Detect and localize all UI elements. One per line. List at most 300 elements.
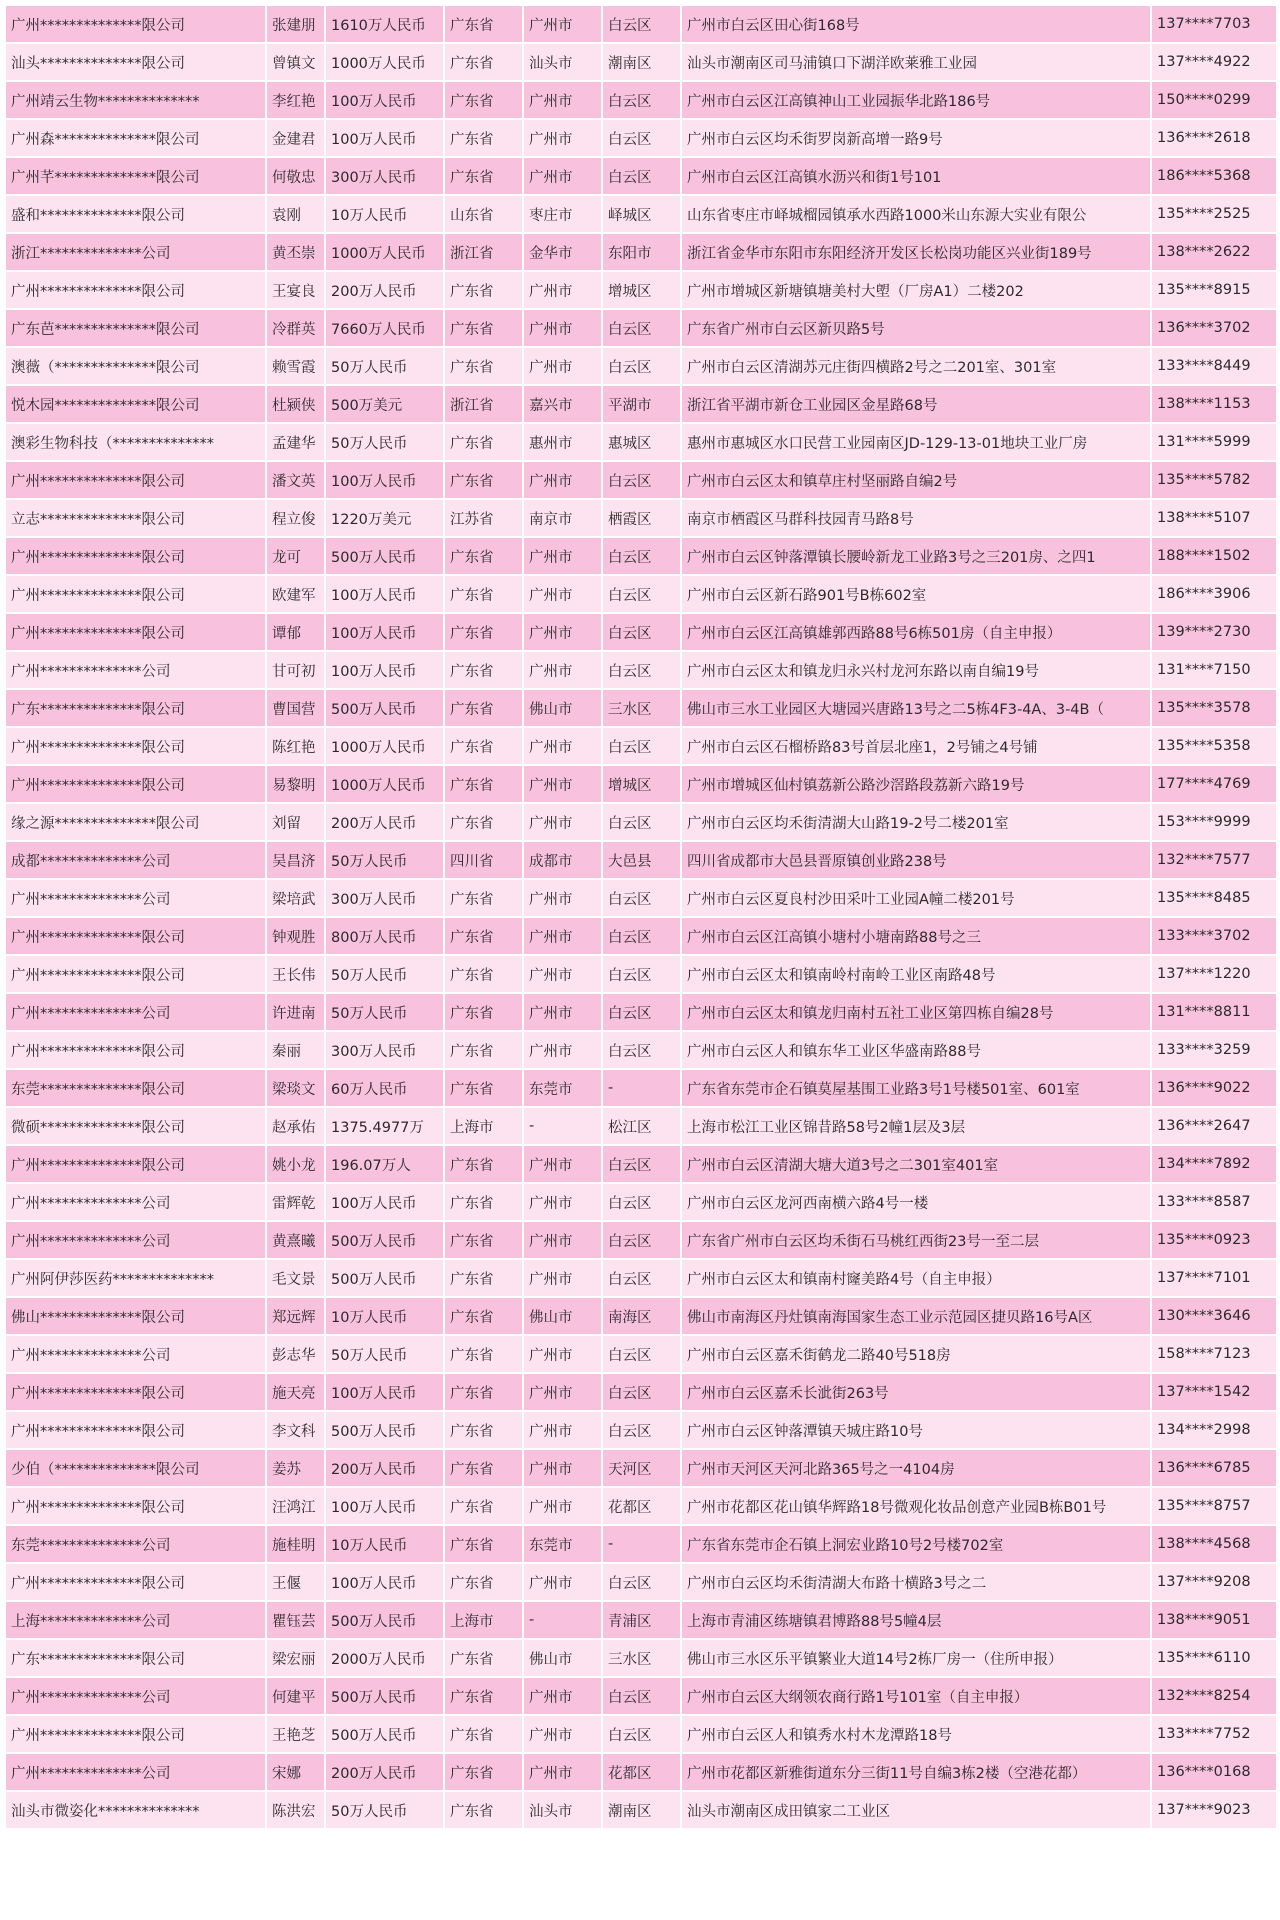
city-cell: 广州市 <box>524 158 601 194</box>
legal-rep-cell: 曹国营 <box>267 690 324 726</box>
capital-cell: 200万人民币 <box>326 1450 443 1486</box>
legal-rep-cell: 赖雪霞 <box>267 348 324 384</box>
city-cell: 汕头市 <box>524 1792 601 1828</box>
phone-cell: 132****7577 <box>1152 842 1276 878</box>
address-cell: 广州市白云区江高镇水沥兴和街1号101 <box>682 158 1150 194</box>
company-name-cell: 悦木园**************限公司 <box>6 386 265 422</box>
table-row <box>6 82 1276 118</box>
phone-cell: 138****9051 <box>1152 1602 1276 1638</box>
city-cell: 佛山市 <box>524 1640 601 1676</box>
company-name-cell: 广州**************限公司 <box>6 272 265 308</box>
province-cell: 广东省 <box>445 1792 522 1828</box>
city-cell: 金华市 <box>524 234 601 270</box>
table-row <box>6 576 1276 612</box>
company-name-cell: 广州**************限公司 <box>6 6 265 42</box>
district-cell: 增城区 <box>603 766 680 802</box>
address-cell: 广州市增城区仙村镇荔新公路沙滘路段荔新六路19号 <box>682 766 1150 802</box>
phone-cell: 135****5358 <box>1152 728 1276 764</box>
district-cell: 南海区 <box>603 1298 680 1334</box>
phone-cell: 186****3906 <box>1152 576 1276 612</box>
legal-rep-cell: 潘文英 <box>267 462 324 498</box>
capital-cell: 100万人民币 <box>326 614 443 650</box>
province-cell: 山东省 <box>445 196 522 232</box>
district-cell: 三水区 <box>603 1640 680 1676</box>
capital-cell: 500万人民币 <box>326 1678 443 1714</box>
province-cell: 广东省 <box>445 1412 522 1448</box>
province-cell: 广东省 <box>445 462 522 498</box>
city-cell: 广州市 <box>524 1564 601 1600</box>
company-name-cell: 汕头**************限公司 <box>6 44 265 80</box>
city-cell: 广州市 <box>524 82 601 118</box>
address-cell: 广州市白云区太和镇龙归永兴村龙河东路以南自编19号 <box>682 652 1150 688</box>
city-cell: 南京市 <box>524 500 601 536</box>
capital-cell: 1220万美元 <box>326 500 443 536</box>
address-cell: 广州市白云区太和镇南岭村南岭工业区南路48号 <box>682 956 1150 992</box>
province-cell: 广东省 <box>445 1526 522 1562</box>
address-cell: 广州市白云区嘉禾长泚街263号 <box>682 1374 1150 1410</box>
district-cell: 天河区 <box>603 1450 680 1486</box>
city-cell: 广州市 <box>524 1716 601 1752</box>
capital-cell: 1000万人民币 <box>326 728 443 764</box>
company-name-cell: 广州**************公司 <box>6 994 265 1030</box>
capital-cell: 300万人民币 <box>326 880 443 916</box>
table-row <box>6 842 1276 878</box>
legal-rep-cell: 欧建军 <box>267 576 324 612</box>
legal-rep-cell: 王偃 <box>267 1564 324 1600</box>
capital-cell: 100万人民币 <box>326 120 443 156</box>
legal-rep-cell: 施天亮 <box>267 1374 324 1410</box>
legal-rep-cell: 姚小龙 <box>267 1146 324 1182</box>
district-cell: 白云区 <box>603 120 680 156</box>
legal-rep-cell: 甘可初 <box>267 652 324 688</box>
province-cell: 广东省 <box>445 576 522 612</box>
phone-cell: 135****8485 <box>1152 880 1276 916</box>
city-cell: 佛山市 <box>524 1298 601 1334</box>
city-cell: 广州市 <box>524 1184 601 1220</box>
district-cell: 白云区 <box>603 1716 680 1752</box>
table-row <box>6 538 1276 574</box>
address-cell: 广州市白云区石榴桥路83号首层北座1，2号铺之4号铺 <box>682 728 1150 764</box>
table-row <box>6 1754 1276 1790</box>
phone-cell: 136****3702 <box>1152 310 1276 346</box>
company-name-cell: 立志**************限公司 <box>6 500 265 536</box>
province-cell: 广东省 <box>445 1640 522 1676</box>
district-cell: 白云区 <box>603 1564 680 1600</box>
phone-cell: 134****2998 <box>1152 1412 1276 1448</box>
address-cell: 惠州市惠城区水口民营工业园南区JD-129-13-01地块工业厂房 <box>682 424 1150 460</box>
address-cell: 广州市花都区新雅街道东分三街11号自编3栋2楼（空港花都） <box>682 1754 1150 1790</box>
phone-cell: 135****5782 <box>1152 462 1276 498</box>
table-row <box>6 614 1276 650</box>
province-cell: 广东省 <box>445 120 522 156</box>
phone-cell: 133****7752 <box>1152 1716 1276 1752</box>
table-row <box>6 1336 1276 1372</box>
district-cell: 花都区 <box>603 1754 680 1790</box>
city-cell: 广州市 <box>524 1488 601 1524</box>
legal-rep-cell: 何建平 <box>267 1678 324 1714</box>
district-cell: 白云区 <box>603 880 680 916</box>
district-cell: 白云区 <box>603 918 680 954</box>
capital-cell: 100万人民币 <box>326 1184 443 1220</box>
phone-cell: 137****4922 <box>1152 44 1276 80</box>
table-row <box>6 956 1276 992</box>
district-cell: 白云区 <box>603 462 680 498</box>
phone-cell: 186****5368 <box>1152 158 1276 194</box>
city-cell: 广州市 <box>524 538 601 574</box>
province-cell: 广东省 <box>445 1374 522 1410</box>
district-cell: 三水区 <box>603 690 680 726</box>
city-cell: 广州市 <box>524 6 601 42</box>
company-name-cell: 广州**************限公司 <box>6 1146 265 1182</box>
address-cell: 广州市增城区新塘镇塘美村大塱（厂房A1）二楼202 <box>682 272 1150 308</box>
table-row <box>6 1564 1276 1600</box>
district-cell: 白云区 <box>603 956 680 992</box>
company-name-cell: 广州靖云生物************** <box>6 82 265 118</box>
legal-rep-cell: 李红艳 <box>267 82 324 118</box>
address-cell: 佛山市南海区丹灶镇南海国家生态工业示范园区捷贝路16号A区 <box>682 1298 1150 1334</box>
address-cell: 广州市白云区嘉禾街鹤龙二路40号518房 <box>682 1336 1150 1372</box>
address-cell: 广州市白云区钟落潭镇长腰岭新龙工业路3号之三201房、之四1 <box>682 538 1150 574</box>
phone-cell: 133****8587 <box>1152 1184 1276 1220</box>
address-cell: 广州市白云区清湖大塘大道3号之二301室401室 <box>682 1146 1150 1182</box>
company-name-cell: 东莞**************公司 <box>6 1526 265 1562</box>
company-name-cell: 微硕**************限公司 <box>6 1108 265 1144</box>
table-row <box>6 1412 1276 1448</box>
legal-rep-cell: 李文科 <box>267 1412 324 1448</box>
capital-cell: 1000万人民币 <box>326 44 443 80</box>
table-row <box>6 1450 1276 1486</box>
province-cell: 广东省 <box>445 1184 522 1220</box>
address-cell: 广州市白云区太和镇南村窿美路4号（自主申报） <box>682 1260 1150 1296</box>
province-cell: 广东省 <box>445 424 522 460</box>
address-cell: 广州市白云区夏良村沙田采叶工业园A幢二楼201号 <box>682 880 1150 916</box>
company-name-cell: 浙江**************公司 <box>6 234 265 270</box>
table-row <box>6 462 1276 498</box>
capital-cell: 50万人民币 <box>326 994 443 1030</box>
company-name-cell: 澳薇（**************限公司 <box>6 348 265 384</box>
company-name-cell: 广州**************公司 <box>6 880 265 916</box>
address-cell: 佛山市三水工业园区大塘园兴唐路13号之二5栋4F3-4A、3-4B（ <box>682 690 1150 726</box>
company-name-cell: 广州**************限公司 <box>6 1564 265 1600</box>
company-name-cell: 广东**************限公司 <box>6 690 265 726</box>
phone-cell: 133****3259 <box>1152 1032 1276 1068</box>
capital-cell: 1000万人民币 <box>326 234 443 270</box>
district-cell: 大邑县 <box>603 842 680 878</box>
city-cell: 广州市 <box>524 918 601 954</box>
city-cell: - <box>524 1602 601 1638</box>
province-cell: 上海市 <box>445 1602 522 1638</box>
phone-cell: 136****0168 <box>1152 1754 1276 1790</box>
district-cell: 栖霞区 <box>603 500 680 536</box>
city-cell: 东莞市 <box>524 1070 601 1106</box>
city-cell: 广州市 <box>524 310 601 346</box>
city-cell: 广州市 <box>524 1374 601 1410</box>
city-cell: 汕头市 <box>524 44 601 80</box>
city-cell: 广州市 <box>524 348 601 384</box>
address-cell: 广州市白云区太和镇草庄村坚丽路自编2号 <box>682 462 1150 498</box>
address-cell: 广州市花都区花山镇华辉路18号微观化妆品创意产业园B栋B01号 <box>682 1488 1150 1524</box>
address-cell: 广州市白云区清湖苏元庄街四横路2号之二201室、301室 <box>682 348 1150 384</box>
district-cell: 白云区 <box>603 652 680 688</box>
legal-rep-cell: 陈洪宏 <box>267 1792 324 1828</box>
legal-rep-cell: 陈红艳 <box>267 728 324 764</box>
city-cell: 广州市 <box>524 462 601 498</box>
legal-rep-cell: 黄丕崇 <box>267 234 324 270</box>
district-cell: 白云区 <box>603 1374 680 1410</box>
capital-cell: 200万人民币 <box>326 1754 443 1790</box>
capital-cell: 500万美元 <box>326 386 443 422</box>
province-cell: 广东省 <box>445 1450 522 1486</box>
district-cell: 白云区 <box>603 1678 680 1714</box>
city-cell: 广州市 <box>524 766 601 802</box>
city-cell: 枣庄市 <box>524 196 601 232</box>
legal-rep-cell: 冷群英 <box>267 310 324 346</box>
table-row <box>6 272 1276 308</box>
company-name-cell: 缘之源**************限公司 <box>6 804 265 840</box>
legal-rep-cell: 彭志华 <box>267 1336 324 1372</box>
province-cell: 浙江省 <box>445 234 522 270</box>
company-name-cell: 广州**************限公司 <box>6 1032 265 1068</box>
province-cell: 广东省 <box>445 690 522 726</box>
address-cell: 广州市白云区龙河西南横六路4号一楼 <box>682 1184 1150 1220</box>
capital-cell: 10万人民币 <box>326 1526 443 1562</box>
phone-cell: 136****9022 <box>1152 1070 1276 1106</box>
capital-cell: 500万人民币 <box>326 1716 443 1752</box>
city-cell: 广州市 <box>524 120 601 156</box>
company-name-cell: 广州芊**************限公司 <box>6 158 265 194</box>
company-name-cell: 广州**************限公司 <box>6 1412 265 1448</box>
district-cell: 白云区 <box>603 6 680 42</box>
province-cell: 广东省 <box>445 956 522 992</box>
province-cell: 广东省 <box>445 1260 522 1296</box>
capital-cell: 50万人民币 <box>326 1336 443 1372</box>
legal-rep-cell: 梁宏丽 <box>267 1640 324 1676</box>
district-cell: 白云区 <box>603 82 680 118</box>
capital-cell: 500万人民币 <box>326 690 443 726</box>
district-cell: 白云区 <box>603 1146 680 1182</box>
legal-rep-cell: 刘留 <box>267 804 324 840</box>
legal-rep-cell: 谭郁 <box>267 614 324 650</box>
capital-cell: 100万人民币 <box>326 652 443 688</box>
capital-cell: 100万人民币 <box>326 1374 443 1410</box>
phone-cell: 139****2730 <box>1152 614 1276 650</box>
legal-rep-cell: 宋娜 <box>267 1754 324 1790</box>
address-cell: 广州市白云区人和镇秀水村木龙潭路18号 <box>682 1716 1150 1752</box>
province-cell: 广东省 <box>445 880 522 916</box>
company-name-cell: 上海**************公司 <box>6 1602 265 1638</box>
company-name-cell: 盛和**************限公司 <box>6 196 265 232</box>
table-row <box>6 120 1276 156</box>
capital-cell: 500万人民币 <box>326 1412 443 1448</box>
address-cell: 浙江省平湖市新仓工业园区金星路68号 <box>682 386 1150 422</box>
phone-cell: 138****4568 <box>1152 1526 1276 1562</box>
table-row <box>6 158 1276 194</box>
district-cell: 潮南区 <box>603 44 680 80</box>
province-cell: 广东省 <box>445 766 522 802</box>
capital-cell: 200万人民币 <box>326 272 443 308</box>
address-cell: 广州市白云区均禾街清湖大山路19-2号二楼201室 <box>682 804 1150 840</box>
company-name-cell: 广东芭**************限公司 <box>6 310 265 346</box>
address-cell: 广东省东莞市企石镇莫屋基围工业路3号1号楼501室、601室 <box>682 1070 1150 1106</box>
phone-cell: 133****3702 <box>1152 918 1276 954</box>
capital-cell: 100万人民币 <box>326 82 443 118</box>
address-cell: 广州市白云区均禾街罗岗新高增一路9号 <box>682 120 1150 156</box>
address-cell: 广州市白云区太和镇龙归南村五社工业区第四栋自编28号 <box>682 994 1150 1030</box>
address-cell: 广东省东莞市企石镇上洞宏业路10号2号楼702室 <box>682 1526 1150 1562</box>
phone-cell: 131****7150 <box>1152 652 1276 688</box>
province-cell: 广东省 <box>445 994 522 1030</box>
legal-rep-cell: 杜颍侠 <box>267 386 324 422</box>
capital-cell: 500万人民币 <box>326 1222 443 1258</box>
table-row <box>6 386 1276 422</box>
district-cell: 白云区 <box>603 1336 680 1372</box>
province-cell: 广东省 <box>445 614 522 650</box>
province-cell: 广东省 <box>445 82 522 118</box>
capital-cell: 300万人民币 <box>326 158 443 194</box>
table-row <box>6 1792 1276 1828</box>
address-cell: 上海市松江工业区锦昔路58号2幢1层及3层 <box>682 1108 1150 1144</box>
company-name-cell: 少伯（**************限公司 <box>6 1450 265 1486</box>
table-row <box>6 918 1276 954</box>
company-name-cell: 广东**************限公司 <box>6 1640 265 1676</box>
province-cell: 浙江省 <box>445 386 522 422</box>
district-cell: 惠城区 <box>603 424 680 460</box>
city-cell: 广州市 <box>524 880 601 916</box>
capital-cell: 200万人民币 <box>326 804 443 840</box>
company-name-cell: 广州**************公司 <box>6 1184 265 1220</box>
legal-rep-cell: 何敬忠 <box>267 158 324 194</box>
table-row <box>6 196 1276 232</box>
address-cell: 佛山市三水区乐平镇繁业大道14号2栋厂房一（住所申报） <box>682 1640 1150 1676</box>
company-name-cell: 佛山**************限公司 <box>6 1298 265 1334</box>
legal-rep-cell: 王宴良 <box>267 272 324 308</box>
company-name-cell: 广州**************限公司 <box>6 462 265 498</box>
table-row <box>6 500 1276 536</box>
province-cell: 广东省 <box>445 1222 522 1258</box>
province-cell: 江苏省 <box>445 500 522 536</box>
company-name-cell: 成都**************公司 <box>6 842 265 878</box>
capital-cell: 100万人民币 <box>326 1564 443 1600</box>
address-cell: 四川省成都市大邑县晋原镇创业路238号 <box>682 842 1150 878</box>
city-cell: 广州市 <box>524 652 601 688</box>
phone-cell: 137****7101 <box>1152 1260 1276 1296</box>
capital-cell: 50万人民币 <box>326 956 443 992</box>
province-cell: 广东省 <box>445 1070 522 1106</box>
table-row <box>6 1526 1276 1562</box>
phone-cell: 134****7892 <box>1152 1146 1276 1182</box>
company-name-cell: 广州**************限公司 <box>6 918 265 954</box>
district-cell: 松江区 <box>603 1108 680 1144</box>
legal-rep-cell: 程立俊 <box>267 500 324 536</box>
city-cell: 广州市 <box>524 728 601 764</box>
legal-rep-cell: 许进南 <box>267 994 324 1030</box>
legal-rep-cell: 王长伟 <box>267 956 324 992</box>
legal-rep-cell: 袁刚 <box>267 196 324 232</box>
legal-rep-cell: 吴昌济 <box>267 842 324 878</box>
company-name-cell: 广州**************限公司 <box>6 1488 265 1524</box>
legal-rep-cell: 郑远辉 <box>267 1298 324 1334</box>
phone-cell: 137****1220 <box>1152 956 1276 992</box>
capital-cell: 2000万人民币 <box>326 1640 443 1676</box>
city-cell: 成都市 <box>524 842 601 878</box>
legal-rep-cell: 曾镇文 <box>267 44 324 80</box>
district-cell: 白云区 <box>603 348 680 384</box>
city-cell: 广州市 <box>524 1146 601 1182</box>
table-row <box>6 1716 1276 1752</box>
capital-cell: 10万人民币 <box>326 196 443 232</box>
capital-cell: 50万人民币 <box>326 348 443 384</box>
capital-cell: 196.07万人 <box>326 1146 443 1182</box>
province-cell: 广东省 <box>445 158 522 194</box>
legal-rep-cell: 梁培武 <box>267 880 324 916</box>
company-name-cell: 广州森**************限公司 <box>6 120 265 156</box>
capital-cell: 500万人民币 <box>326 1260 443 1296</box>
province-cell: 广东省 <box>445 652 522 688</box>
table-row <box>6 728 1276 764</box>
address-cell: 广州市天河区天河北路365号之一4104房 <box>682 1450 1150 1486</box>
phone-cell: 137****7703 <box>1152 6 1276 42</box>
district-cell: 白云区 <box>603 576 680 612</box>
city-cell: 广州市 <box>524 1450 601 1486</box>
district-cell: 白云区 <box>603 614 680 650</box>
phone-cell: 131****5999 <box>1152 424 1276 460</box>
address-cell: 广州市白云区田心街168号 <box>682 6 1150 42</box>
district-cell: - <box>603 1070 680 1106</box>
city-cell: 广州市 <box>524 1222 601 1258</box>
table-row <box>6 1032 1276 1068</box>
company-name-cell: 广州阿伊莎医药************** <box>6 1260 265 1296</box>
legal-rep-cell: 易黎明 <box>267 766 324 802</box>
company-name-cell: 广州**************限公司 <box>6 614 265 650</box>
province-cell: 广东省 <box>445 1716 522 1752</box>
address-cell: 广州市白云区江高镇小塘村小塘南路88号之三 <box>682 918 1150 954</box>
capital-cell: 50万人民币 <box>326 424 443 460</box>
table-row <box>6 1640 1276 1676</box>
table-row <box>6 44 1276 80</box>
phone-cell: 130****3646 <box>1152 1298 1276 1334</box>
legal-rep-cell: 汪鸿江 <box>267 1488 324 1524</box>
legal-rep-cell: 龙可 <box>267 538 324 574</box>
province-cell: 广东省 <box>445 1754 522 1790</box>
company-name-cell: 广州**************公司 <box>6 1222 265 1258</box>
phone-cell: 137****1542 <box>1152 1374 1276 1410</box>
district-cell: - <box>603 1526 680 1562</box>
table-row <box>6 234 1276 270</box>
table-row <box>6 1108 1276 1144</box>
city-cell: 广州市 <box>524 614 601 650</box>
company-name-cell: 东莞**************限公司 <box>6 1070 265 1106</box>
phone-cell: 135****8915 <box>1152 272 1276 308</box>
phone-cell: 136****2618 <box>1152 120 1276 156</box>
phone-cell: 136****6785 <box>1152 1450 1276 1486</box>
phone-cell: 135****2525 <box>1152 196 1276 232</box>
capital-cell: 500万人民币 <box>326 1602 443 1638</box>
city-cell: - <box>524 1108 601 1144</box>
phone-cell: 177****4769 <box>1152 766 1276 802</box>
city-cell: 广州市 <box>524 1336 601 1372</box>
city-cell: 广州市 <box>524 1412 601 1448</box>
city-cell: 广州市 <box>524 272 601 308</box>
province-cell: 广东省 <box>445 348 522 384</box>
city-cell: 佛山市 <box>524 690 601 726</box>
province-cell: 广东省 <box>445 804 522 840</box>
district-cell: 峄城区 <box>603 196 680 232</box>
province-cell: 广东省 <box>445 44 522 80</box>
capital-cell: 500万人民币 <box>326 538 443 574</box>
address-cell: 广州市白云区江高镇雄郭西路88号6栋501房（自主申报） <box>682 614 1150 650</box>
phone-cell: 150****0299 <box>1152 82 1276 118</box>
table-row <box>6 766 1276 802</box>
